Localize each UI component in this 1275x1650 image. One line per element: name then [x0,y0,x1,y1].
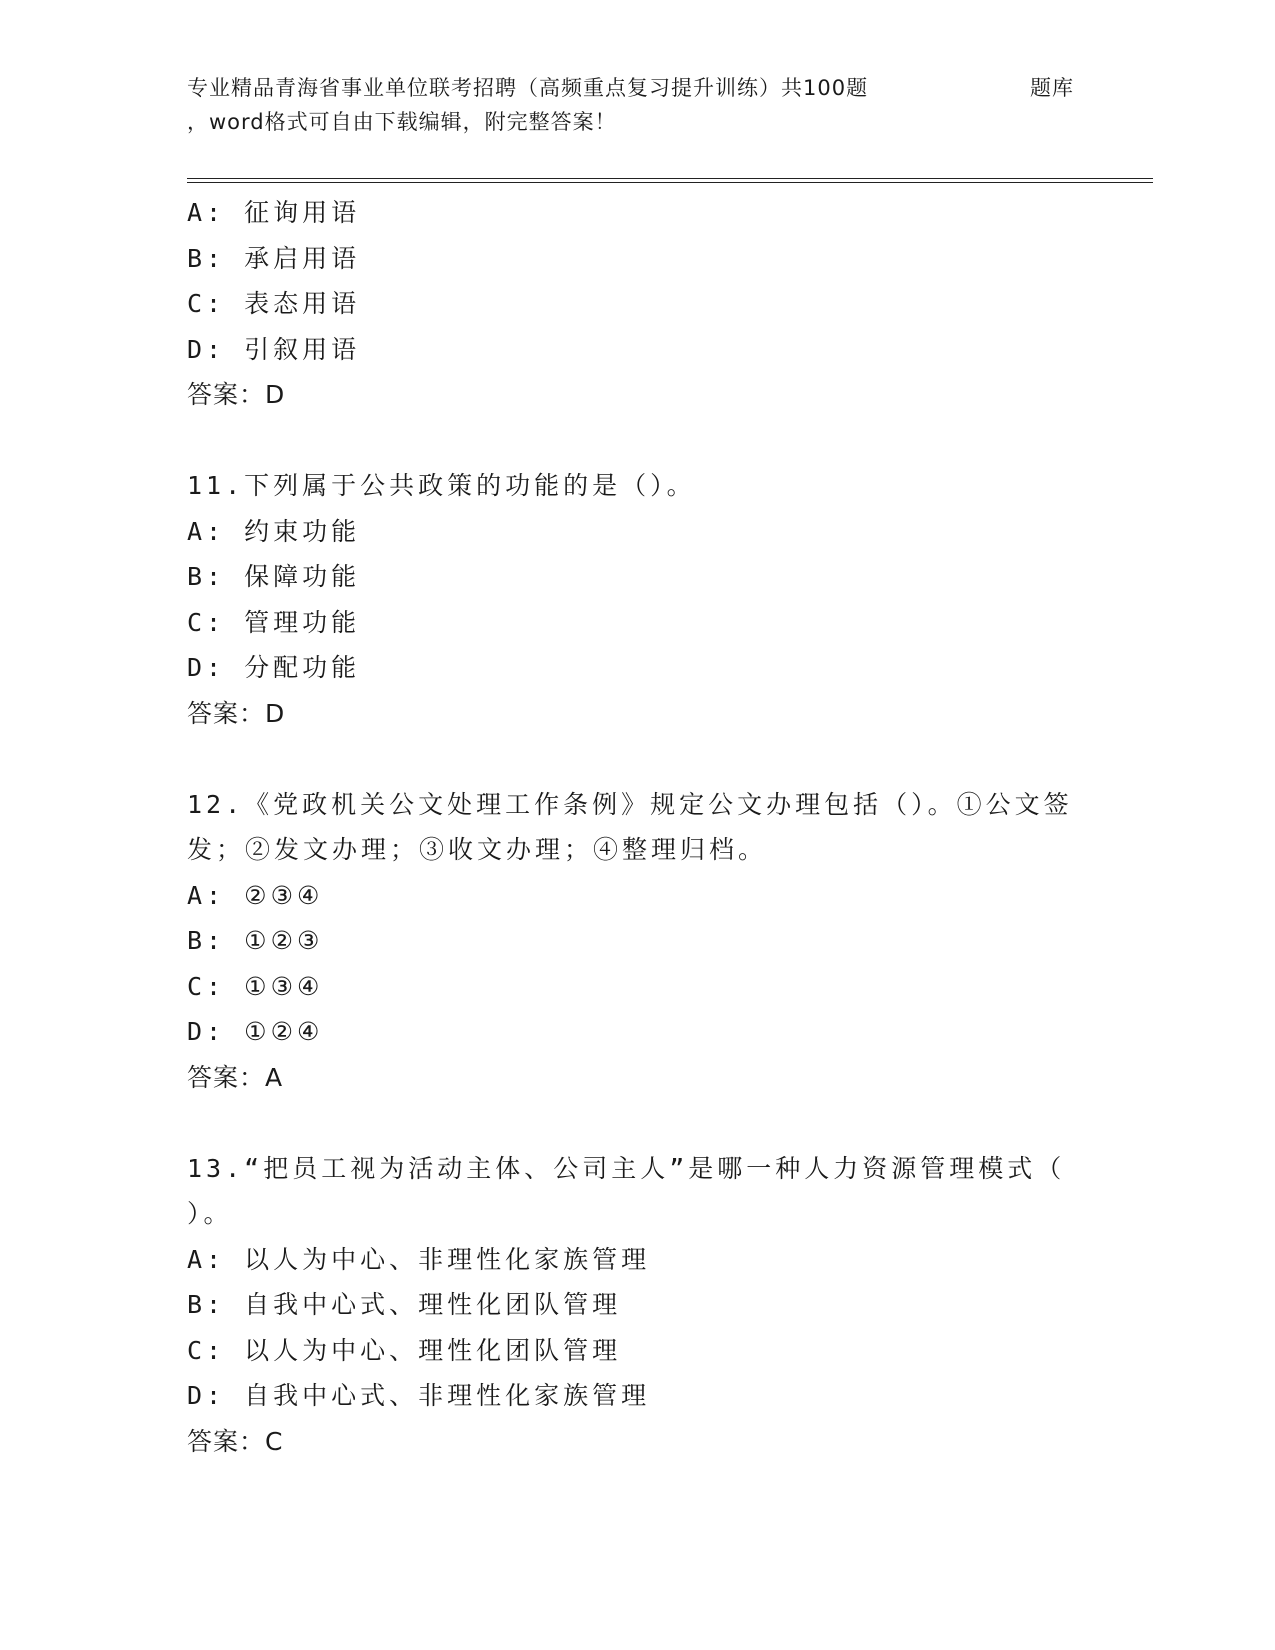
option-a: A: 约束功能 [187,516,361,546]
header-subtitle: ，word格式可自由下载编辑，附完整答案！ [187,110,617,134]
question-stem-line-2: ）。 [187,1199,233,1228]
question-stem-line-1: 12.《党政机关公文处理工作条例》规定公文办理包括（）。①公文签 [187,789,1073,819]
option-b: B: 承启用语 [187,243,361,273]
option-b: B: 自我中心式、理性化团队管理 [187,1290,622,1319]
question-stem-line-2: 发；②发文办理；③收文办理；④整理归档。 [187,835,768,864]
answer: 答案：D [187,380,286,409]
header-tag: 题库 [1030,76,1074,100]
question-10-tail [187,190,1087,418]
option-b: B: ①②③ [187,926,324,955]
option-d: D: 引叙用语 [187,334,361,364]
question-stem: 11.下列属于公共政策的功能的是（）。 [187,471,696,500]
spacer [187,418,1087,464]
question-11 [187,463,1087,736]
option-c: C: 管理功能 [187,607,361,637]
option-a: A: 以人为中心、非理性化家族管理 [187,1244,651,1274]
option-d: D: ①②④ [187,1017,324,1046]
option-d: D: 分配功能 [187,653,361,682]
answer: 答案：C [187,1426,284,1456]
question-stem-line-1: 13.“把员工视为活动主体、公司主人”是哪一种人力资源管理模式（ [187,1153,1066,1183]
header-title: 专业精品青海省事业单位联考招聘（高频重点复习提升训练）共100题 [187,76,869,100]
answer: 答案：D [187,698,286,728]
option-b: B: 保障功能 [187,562,361,591]
spacer [187,1100,1087,1146]
option-c: C: 以人为中心、理性化团队管理 [187,1335,622,1365]
option-c: C: ①③④ [187,971,324,1001]
header-divider-top [187,178,1153,179]
answer: 答案：A [187,1062,284,1092]
question-list [187,190,1087,1464]
option-a: A: 征询用语 [187,198,361,227]
question-13 [187,1146,1087,1465]
question-12 [187,782,1087,1101]
spacer [187,736,1087,782]
option-d: D: 自我中心式、非理性化家族管理 [187,1381,651,1410]
option-a: A: ②③④ [187,880,324,910]
header-divider-bottom [187,182,1153,183]
option-c: C: 表态用语 [187,289,361,318]
